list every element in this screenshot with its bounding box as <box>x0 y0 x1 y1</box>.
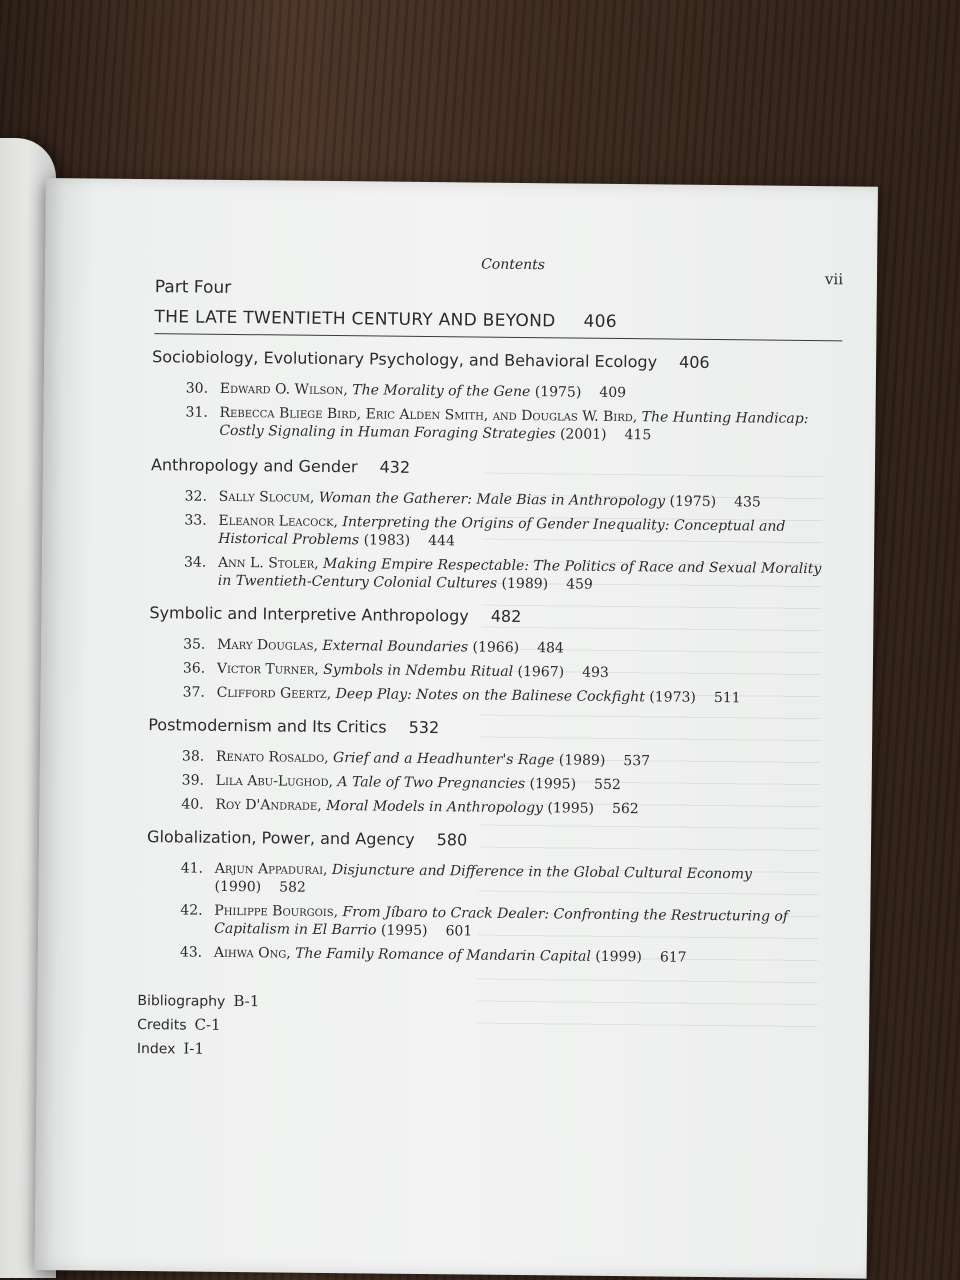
entry-number: 34. <box>183 554 207 571</box>
back-matter-label: Index <box>136 1040 176 1058</box>
entry-year: (1973) <box>649 689 696 706</box>
entry-number: 39. <box>181 772 205 789</box>
entry-author: Edward O. Wilson, <box>219 380 348 399</box>
entry-year: (1975) <box>669 493 717 511</box>
entry-number: 41. <box>180 860 204 877</box>
page-number: vii <box>824 270 844 289</box>
section-page: 580 <box>436 830 468 850</box>
entry-number: 30. <box>185 380 209 397</box>
entry-title: The Hunting Handicap: Costly Signaling in Human Foraging Strategies <box>219 409 809 443</box>
back-matter-page: I-1 <box>183 1039 205 1058</box>
entry-number: 32. <box>184 488 208 505</box>
entry-year: (2001) <box>559 426 607 443</box>
part-title <box>154 307 617 332</box>
entry-page: 493 <box>582 664 609 681</box>
entry-page: 435 <box>734 494 761 511</box>
section-title: Globalization, Power, and Agency <box>147 827 415 849</box>
back-matter-item <box>137 1039 204 1058</box>
section-title: Symbolic and Interpretive Anthropology <box>149 603 469 626</box>
entry-title: External Boundaries <box>322 637 469 656</box>
entry-number: 43. <box>179 944 203 961</box>
section-page: 532 <box>408 717 440 738</box>
entry-author: Clifford Geertz, <box>216 684 332 703</box>
entry-year: (1995) <box>529 776 577 793</box>
entry-number: 40. <box>181 796 204 813</box>
entry-year: (1995) <box>380 922 428 940</box>
part-rule <box>154 333 842 341</box>
back-matter-page: C-1 <box>194 1015 221 1034</box>
running-head: Contents <box>481 256 546 274</box>
entry-author: Arjun Appadurai, <box>214 860 328 878</box>
entry-page: 409 <box>599 384 627 402</box>
entry-author: Mary Douglas, <box>217 636 319 654</box>
entry-page: 601 <box>445 923 473 940</box>
entry-year: (1990) <box>214 878 262 896</box>
entry-page: 484 <box>537 640 564 657</box>
entry-year: (1983) <box>363 532 411 549</box>
entry-year: (1967) <box>517 663 565 681</box>
entry-page: 415 <box>624 427 652 444</box>
entry-page: 582 <box>279 879 306 896</box>
entry-number: 35. <box>183 636 206 653</box>
entry-title: Interpreting the Origins of Gender Inequality: Conceptual and Historical Problems <box>218 514 786 549</box>
back-matter-page: B-1 <box>233 992 260 1011</box>
section-page: 406 <box>679 352 710 372</box>
part-title-text: THE LATE TWENTIETH CENTURY AND BEYOND <box>154 307 556 332</box>
back-matter-label: Credits <box>137 1017 187 1034</box>
entry-number: 31. <box>185 404 208 421</box>
entry-title: Disjuncture and Difference in the Global Cultural Economy <box>331 862 753 883</box>
entry-year: (1999) <box>595 948 642 966</box>
entry-number: 33. <box>184 512 207 529</box>
entry-author: Philippe Bourgois, <box>214 902 339 921</box>
back-matter-item <box>137 991 259 1010</box>
section-title: Sociobiology, Evolutionary Psychology, and Behavioral Ecology <box>152 347 658 372</box>
toc-entry <box>184 553 824 596</box>
section-page: 432 <box>379 457 411 477</box>
entry-title: Moral Models in Anthropology <box>326 797 544 817</box>
entry-author: Sally Slocum, <box>218 488 315 506</box>
entry-title: The Family Romance of Mandarin Capital <box>295 945 591 965</box>
entry-title: Symbols in Ndembu Ritual <box>323 661 514 680</box>
entry-number: 36. <box>182 660 206 677</box>
part-page: 406 <box>583 311 618 332</box>
section-heading <box>152 347 710 372</box>
entry-page: 552 <box>594 776 621 794</box>
toc-entry <box>185 403 825 446</box>
entry-author: Renato Rosaldo, <box>215 748 329 766</box>
toc-entry <box>184 511 824 554</box>
section-title: Postmodernism and Its Critics <box>148 715 387 737</box>
entry-title: Deep Play: Notes on the Balinese Cockfight <box>335 686 645 706</box>
entry-page: 444 <box>428 533 455 550</box>
entry-page: 459 <box>566 576 593 593</box>
entry-year: (1995) <box>547 800 595 817</box>
entry-year: (1975) <box>534 384 582 401</box>
entry-page: 511 <box>713 690 741 707</box>
part-label: Part Four <box>154 277 232 298</box>
section-heading <box>148 715 439 737</box>
entry-author: Lila Abu-Lughod, <box>215 772 334 791</box>
section-title: Anthropology and Gender <box>150 455 358 477</box>
toc-entry <box>180 901 820 944</box>
toc-entry <box>186 379 826 404</box>
entry-author: Roy D'Andrade, <box>215 796 322 814</box>
entry-author: Rebecca Bliege Bird, Eric Alden Smith, and Douglas W. Bird, <box>219 404 638 426</box>
back-matter-label: Bibliography <box>137 993 226 1010</box>
entry-author: Ann L. Stoler, <box>217 554 319 572</box>
entry-year: (1966) <box>472 639 520 656</box>
entry-title: The Morality of the Gene <box>352 382 531 401</box>
entry-author: Aihwa Ong, <box>213 944 291 962</box>
back-matter-item <box>137 1015 221 1034</box>
book-page <box>35 178 878 1279</box>
section-page: 482 <box>490 606 522 627</box>
section-heading <box>149 603 521 626</box>
toc-entry <box>180 859 820 902</box>
section-heading <box>147 827 467 849</box>
entry-page: 537 <box>623 753 651 770</box>
entry-number: 37. <box>182 684 205 701</box>
entry-title: Making Empire Respectable: The Politics of Race and Sexual Morality in Twentieth-Century Colonial Cultures <box>217 555 822 592</box>
entry-title: From Jíbaro to Crack Dealer: Confronting the Restructuring of Capitalism in El Barrio <box>214 904 789 939</box>
entry-title: A Tale of Two Pregnancies <box>337 774 526 793</box>
section-heading <box>151 455 410 477</box>
entry-title: Woman the Gatherer: Male Bias in Anthropology <box>318 489 666 510</box>
entry-title: Grief and a Headhunter's Rage <box>333 750 555 769</box>
entry-author: Eleanor Leacock, <box>218 512 339 531</box>
entry-number: 38. <box>181 748 205 765</box>
entry-page: 562 <box>611 800 639 818</box>
entry-author: Victor Turner, <box>216 660 319 678</box>
entry-number: 42. <box>180 902 203 919</box>
entry-page: 617 <box>659 949 687 966</box>
entry-year: (1989) <box>558 752 606 769</box>
entry-year: (1989) <box>501 575 549 593</box>
